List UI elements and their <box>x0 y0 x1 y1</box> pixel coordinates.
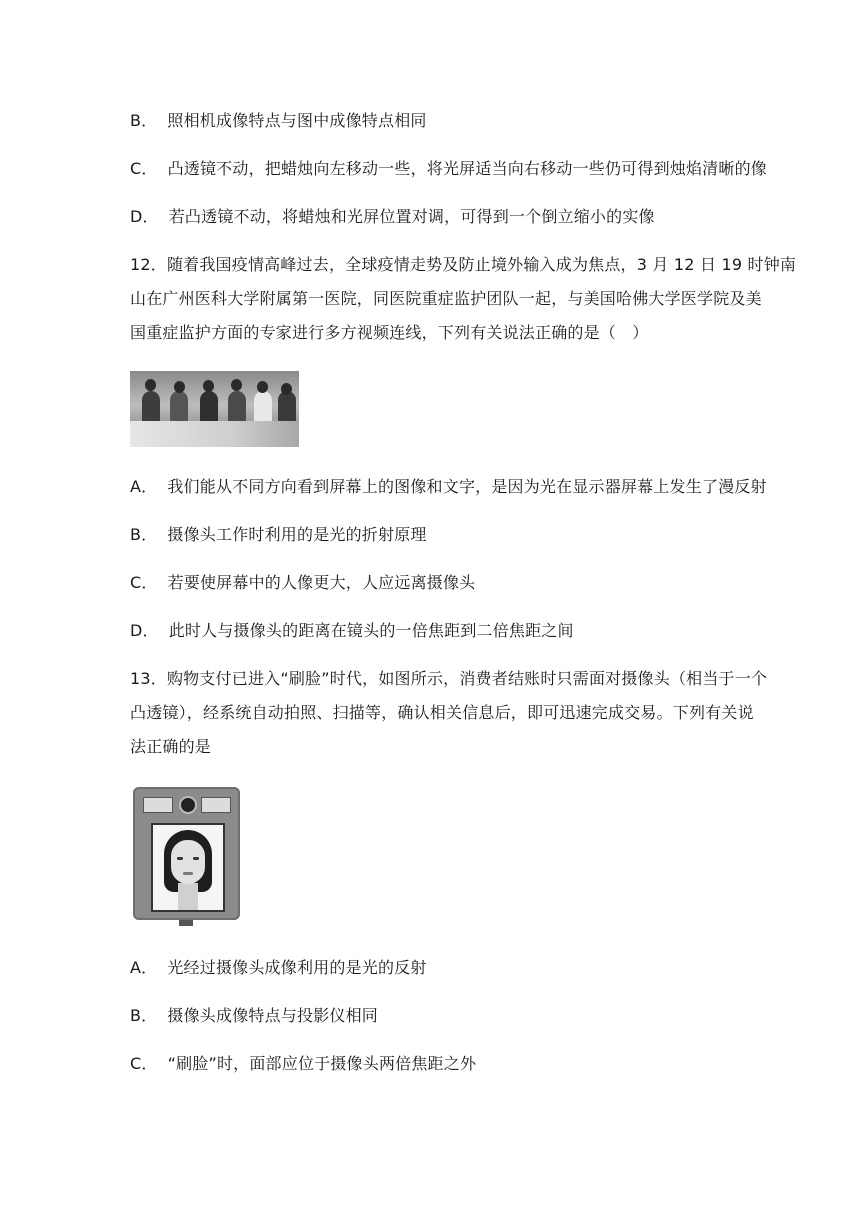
option-label: D． <box>130 207 159 226</box>
kiosk-base <box>179 920 193 926</box>
person-silhouette <box>142 391 160 425</box>
q11-option-b <box>130 110 427 132</box>
option-label: C． <box>130 573 158 592</box>
neck <box>178 883 198 912</box>
kiosk-window <box>201 797 231 813</box>
person-head <box>257 381 268 393</box>
person-silhouette <box>228 391 246 425</box>
option-text: 光经过摄像头成像利用的是光的反射 <box>167 958 427 977</box>
eye <box>193 857 199 860</box>
q12-option-b <box>130 524 427 546</box>
conference-table <box>130 421 299 447</box>
q11-option-d <box>130 206 655 228</box>
q13-stem-line-1: 13．购物支付已进入“刷脸”时代，如图所示，消费者结账时只需面对摄像头（相当于一个 <box>130 669 768 688</box>
option-label: C． <box>130 1054 158 1073</box>
face-payment-kiosk-image <box>133 787 240 920</box>
video-conference-photo <box>130 371 299 447</box>
option-text: 若凸透镜不动，将蜡烛和光屏位置对调，可得到一个倒立缩小的实像 <box>168 207 655 226</box>
q12-stem-line-1: 12．随着我国疫情高峰过去，全球疫情走势及防止境外输入成为焦点，3 月 12 日 19 时钟南 <box>130 255 797 274</box>
option-text: 摄像头工作时利用的是光的折射原理 <box>167 525 427 544</box>
q13-option-b <box>130 1005 378 1027</box>
person-head <box>145 379 156 391</box>
q12-stem-line-3: 国重症监护方面的专家进行多方视频连线，下列有关说法正确的是（ ） <box>130 323 649 342</box>
person-head <box>203 380 214 392</box>
option-text: 照相机成像特点与图中成像特点相同 <box>167 111 427 130</box>
person-silhouette <box>278 391 296 425</box>
camera-icon <box>179 796 197 814</box>
option-label: D． <box>130 621 159 640</box>
option-text: 此时人与摄像头的距离在镜头的一倍焦距到二倍焦距之间 <box>168 621 574 640</box>
q12-stem-line-2: 山在广州医科大学附属第一医院，同医院重症监护团队一起，与美国哈佛大学医学院及美 <box>130 289 762 308</box>
person-head <box>231 379 242 391</box>
mouth <box>183 872 193 875</box>
eye <box>177 857 183 860</box>
person-silhouette <box>200 391 218 425</box>
option-text: 若要使屏幕中的人像更大，人应远离摄像头 <box>167 573 476 592</box>
q13-option-c <box>130 1053 476 1075</box>
option-label: B． <box>130 1006 158 1025</box>
q12-option-c <box>130 572 475 594</box>
option-label: B． <box>130 111 158 130</box>
q12-option-d <box>130 620 574 642</box>
q12-option-a <box>130 476 767 498</box>
face <box>171 840 205 884</box>
option-label: A． <box>130 958 158 977</box>
kiosk-screen <box>151 823 225 912</box>
q11-option-c <box>130 158 767 180</box>
q13-option-a <box>130 957 427 979</box>
person-head <box>174 381 185 393</box>
kiosk-window <box>143 797 173 813</box>
option-text: 摄像头成像特点与投影仪相同 <box>167 1006 378 1025</box>
person-head <box>281 383 292 395</box>
person-silhouette <box>254 391 272 425</box>
option-text: 我们能从不同方向看到屏幕上的图像和文字，是因为光在显示器屏幕上发生了漫反射 <box>167 477 767 496</box>
option-text: 凸透镜不动，把蜡烛向左移动一些，将光屏适当向右移动一些仍可得到烛焰清晰的像 <box>167 159 767 178</box>
person-silhouette <box>170 391 188 425</box>
option-label: C． <box>130 159 158 178</box>
q13-stem-line-3: 法正确的是 <box>130 737 212 756</box>
q13-stem-line-2: 凸透镜），经系统自动拍照、扫描等，确认相关信息后，即可迅速完成交易。下列有关说 <box>130 703 754 722</box>
option-text: “刷脸”时，面部应位于摄像头两倍焦距之外 <box>167 1054 477 1073</box>
option-label: A． <box>130 477 158 496</box>
option-label: B． <box>130 525 158 544</box>
